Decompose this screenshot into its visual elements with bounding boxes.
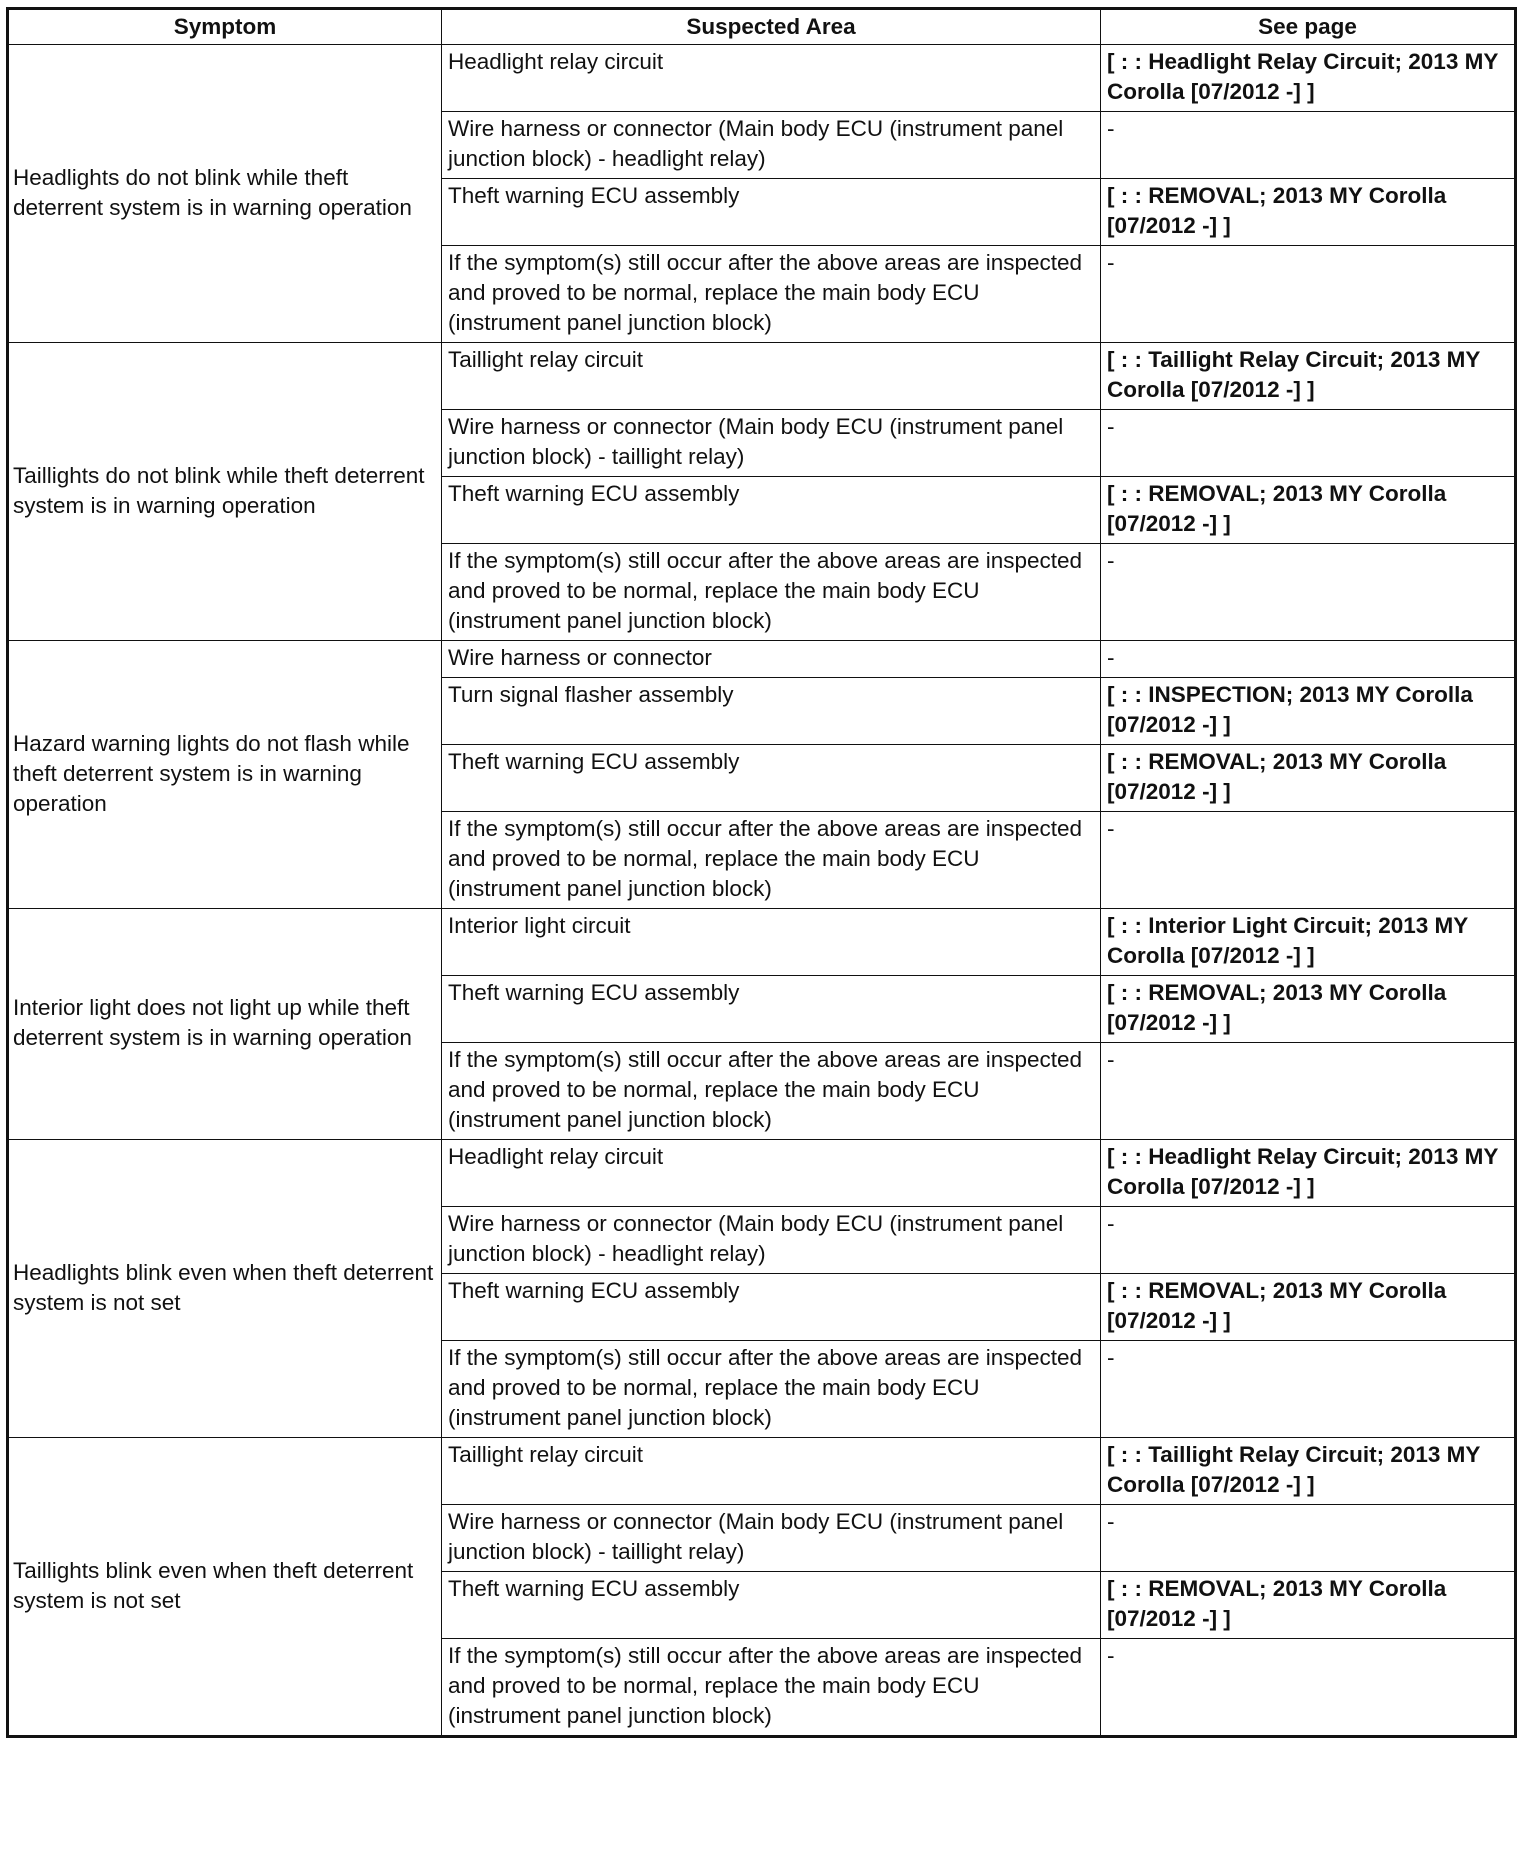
suspected-area-cell: Theft warning ECU assembly [442, 477, 1101, 544]
see-page-cell: - [1101, 1639, 1516, 1737]
suspected-area-cell: If the symptom(s) still occur after the above areas are inspected and proved to be normal, replace the main body ECU (instrument panel junction block) [442, 1341, 1101, 1438]
suspected-area-cell: Wire harness or connector (Main body ECU (instrument panel junction block) - taillight relay) [442, 1505, 1101, 1572]
header-symptom: Symptom [8, 9, 442, 45]
suspected-area-cell: Wire harness or connector (Main body ECU (instrument panel junction block) - taillight relay) [442, 410, 1101, 477]
see-page-cell: - [1101, 410, 1516, 477]
suspected-area-cell: Theft warning ECU assembly [442, 1572, 1101, 1639]
see-page-cell: - [1101, 544, 1516, 641]
see-page-cell: - [1101, 812, 1516, 909]
table-row [8, 1140, 1516, 1207]
see-page-link[interactable]: [ : : Taillight Relay Circuit; 2013 MY Corolla [07/2012 -] ] [1101, 1438, 1516, 1505]
see-page-cell: - [1101, 246, 1516, 343]
symptom-cell: Headlights blink even when theft deterrent system is not set [8, 1140, 442, 1438]
suspected-area-cell: If the symptom(s) still occur after the above areas are inspected and proved to be normal, replace the main body ECU (instrument panel junction block) [442, 1639, 1101, 1737]
suspected-area-cell: If the symptom(s) still occur after the above areas are inspected and proved to be normal, replace the main body ECU (instrument panel junction block) [442, 246, 1101, 343]
see-page-link[interactable]: [ : : REMOVAL; 2013 MY Corolla [07/2012 -] ] [1101, 1572, 1516, 1639]
symptom-cell: Headlights do not blink while theft deterrent system is in warning operation [8, 45, 442, 343]
suspected-area-cell: Wire harness or connector (Main body ECU (instrument panel junction block) - headlight relay) [442, 112, 1101, 179]
suspected-area-cell: If the symptom(s) still occur after the above areas are inspected and proved to be normal, replace the main body ECU (instrument panel junction block) [442, 1043, 1101, 1140]
see-page-link[interactable]: [ : : INSPECTION; 2013 MY Corolla [07/2012 -] ] [1101, 678, 1516, 745]
see-page-link[interactable]: [ : : REMOVAL; 2013 MY Corolla [07/2012 -] ] [1101, 179, 1516, 246]
suspected-area-cell: Headlight relay circuit [442, 1140, 1101, 1207]
see-page-cell: - [1101, 1207, 1516, 1274]
suspected-area-cell: Taillight relay circuit [442, 1438, 1101, 1505]
suspected-area-cell: Turn signal flasher assembly [442, 678, 1101, 745]
suspected-area-cell: If the symptom(s) still occur after the above areas are inspected and proved to be normal, replace the main body ECU (instrument panel junction block) [442, 812, 1101, 909]
see-page-link[interactable]: [ : : REMOVAL; 2013 MY Corolla [07/2012 -] ] [1101, 477, 1516, 544]
symptom-cell: Taillights blink even when theft deterrent system is not set [8, 1438, 442, 1737]
see-page-cell: - [1101, 1505, 1516, 1572]
suspected-area-cell: Theft warning ECU assembly [442, 179, 1101, 246]
header-see-page: See page [1101, 9, 1516, 45]
suspected-area-cell: Wire harness or connector (Main body ECU (instrument panel junction block) - headlight relay) [442, 1207, 1101, 1274]
diagnosis-table-container [6, 7, 1514, 1738]
header-suspected-area: Suspected Area [442, 9, 1101, 45]
symptom-cell: Hazard warning lights do not flash while theft deterrent system is in warning operation [8, 641, 442, 909]
see-page-link[interactable]: [ : : REMOVAL; 2013 MY Corolla [07/2012 -] ] [1101, 976, 1516, 1043]
table-row [8, 641, 1516, 678]
suspected-area-cell: Theft warning ECU assembly [442, 976, 1101, 1043]
table-row [8, 909, 1516, 976]
table-row [8, 45, 1516, 112]
see-page-link[interactable]: [ : : Taillight Relay Circuit; 2013 MY Corolla [07/2012 -] ] [1101, 343, 1516, 410]
problem-symptoms-table [6, 7, 1517, 1738]
symptom-cell: Interior light does not light up while theft deterrent system is in warning operation [8, 909, 442, 1140]
suspected-area-cell: If the symptom(s) still occur after the above areas are inspected and proved to be normal, replace the main body ECU (instrument panel junction block) [442, 544, 1101, 641]
suspected-area-cell: Theft warning ECU assembly [442, 1274, 1101, 1341]
suspected-area-cell: Taillight relay circuit [442, 343, 1101, 410]
suspected-area-cell: Headlight relay circuit [442, 45, 1101, 112]
table-row [8, 1438, 1516, 1505]
see-page-link[interactable]: [ : : REMOVAL; 2013 MY Corolla [07/2012 -] ] [1101, 1274, 1516, 1341]
see-page-cell: - [1101, 112, 1516, 179]
see-page-cell: - [1101, 641, 1516, 678]
see-page-cell: - [1101, 1341, 1516, 1438]
table-header-row [8, 9, 1516, 45]
see-page-link[interactable]: [ : : Headlight Relay Circuit; 2013 MY Corolla [07/2012 -] ] [1101, 1140, 1516, 1207]
see-page-link[interactable]: [ : : Interior Light Circuit; 2013 MY Corolla [07/2012 -] ] [1101, 909, 1516, 976]
suspected-area-cell: Interior light circuit [442, 909, 1101, 976]
symptom-cell: Taillights do not blink while theft deterrent system is in warning operation [8, 343, 442, 641]
see-page-link[interactable]: [ : : REMOVAL; 2013 MY Corolla [07/2012 -] ] [1101, 745, 1516, 812]
see-page-link[interactable]: [ : : Headlight Relay Circuit; 2013 MY Corolla [07/2012 -] ] [1101, 45, 1516, 112]
suspected-area-cell: Theft warning ECU assembly [442, 745, 1101, 812]
table-row [8, 343, 1516, 410]
suspected-area-cell: Wire harness or connector [442, 641, 1101, 678]
see-page-cell: - [1101, 1043, 1516, 1140]
